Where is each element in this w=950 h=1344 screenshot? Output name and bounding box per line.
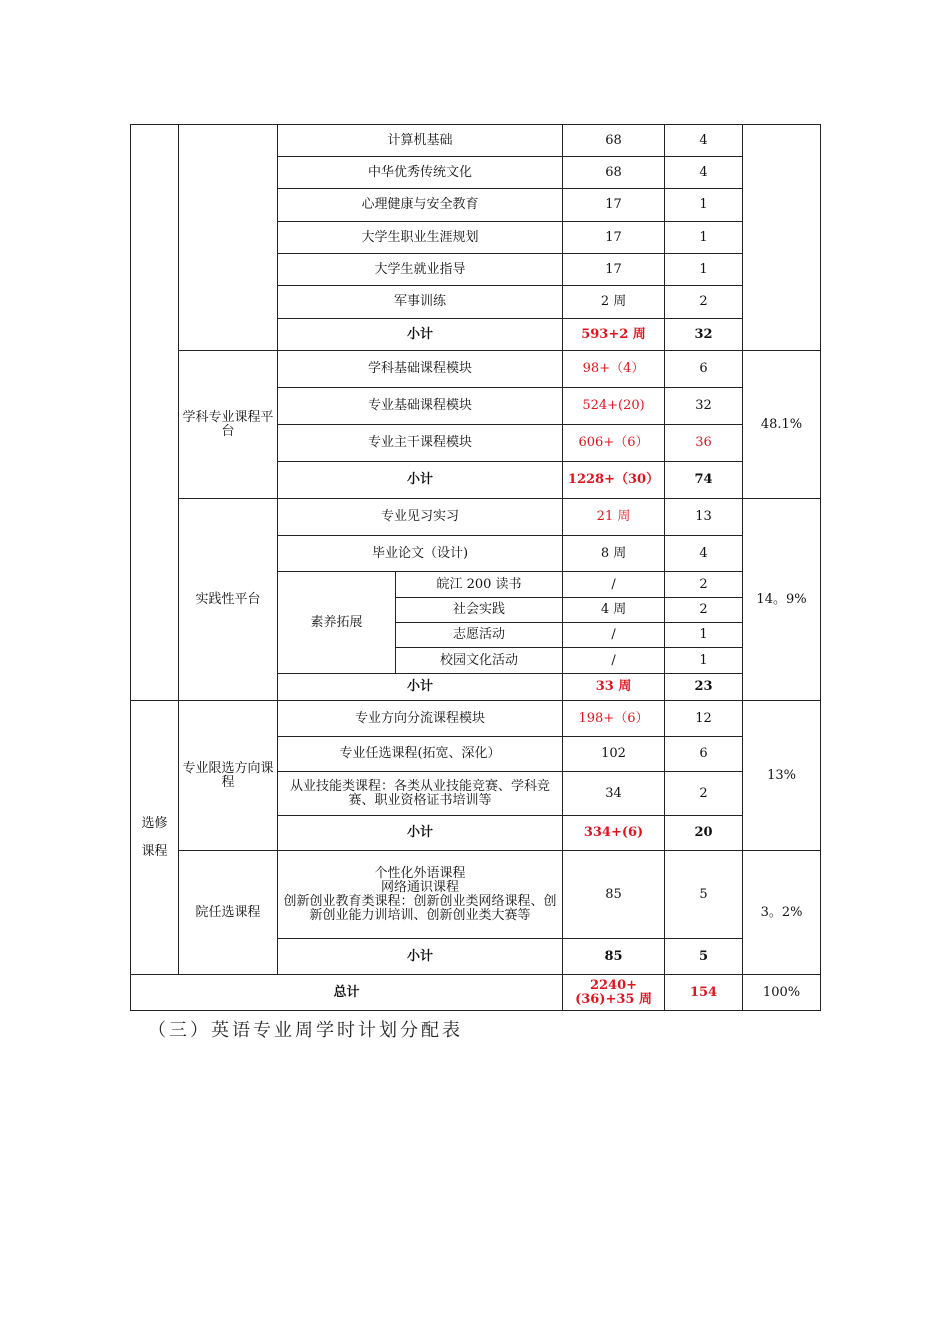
total-row [131, 975, 821, 1011]
table-row [131, 499, 821, 536]
credits-cell: 12 [665, 701, 743, 737]
subtotal-hours: 334+(6) [563, 816, 665, 851]
subtotal-hours: 1228+（30） [563, 462, 665, 499]
hours-cell: 8 周 [563, 536, 665, 572]
hours-cell: 4 周 [563, 598, 665, 623]
credits-cell: 4 [665, 157, 743, 189]
course-name: 校园文化活动 [396, 648, 563, 674]
hours-cell: 34 [563, 772, 665, 816]
course-line: 个性化外语课程 [374, 865, 466, 881]
course-name: 中华优秀传统文化 [278, 157, 563, 189]
category-cell-blank [131, 125, 179, 701]
course-name: 志愿活动 [396, 623, 563, 648]
subtotal-label: 小计 [278, 939, 563, 975]
course-name: 大学生就业指导 [278, 254, 563, 286]
percent-cell: 14。9% [743, 499, 821, 701]
hours-cell: 102 [563, 737, 665, 772]
credits-cell: 2 [665, 598, 743, 623]
course-plan-table [130, 124, 821, 1011]
credits-cell: 1 [665, 623, 743, 648]
hours-cell: 17 [563, 222, 665, 254]
hours-cell: 17 [563, 254, 665, 286]
course-name: 专业基础课程模块 [278, 388, 563, 425]
credits-cell: 36 [665, 425, 743, 462]
platform-cell-blank [179, 125, 278, 351]
subtotal-credits: 74 [665, 462, 743, 499]
credits-cell: 4 [665, 536, 743, 572]
course-name: 专业见习实习 [278, 499, 563, 536]
hours-cell: 524+(20) [563, 388, 665, 425]
percent-cell: 3。2% [743, 851, 821, 975]
course-line: 网络通识课程 [381, 879, 460, 895]
platform-name: 学科专业课程平台 [179, 351, 278, 499]
platform-name: 院任选课程 [179, 851, 278, 975]
subtotal-label: 小计 [278, 462, 563, 499]
category-line: 选修 [141, 815, 168, 831]
credits-cell: 1 [665, 222, 743, 254]
course-name: 毕业论文（设计) [278, 536, 563, 572]
percent-cell: 48.1% [743, 351, 821, 499]
credits-cell: 2 [665, 572, 743, 598]
credits-cell: 5 [665, 851, 743, 939]
hours-cell: 17 [563, 189, 665, 222]
credits-cell: 1 [665, 254, 743, 286]
subtotal-label: 小计 [278, 674, 563, 701]
total-label: 总计 [131, 975, 563, 1011]
credits-cell: 32 [665, 388, 743, 425]
hours-cell: 606+（6） [563, 425, 665, 462]
expand-label: 素养拓展 [278, 572, 396, 674]
subtotal-credits: 23 [665, 674, 743, 701]
course-name: 大学生职业生涯规划 [278, 222, 563, 254]
credits-cell: 1 [665, 189, 743, 222]
hours-cell: / [563, 623, 665, 648]
course-name: 计算机基础 [278, 125, 563, 157]
percent-cell-blank [743, 125, 821, 351]
total-percent: 100% [743, 975, 821, 1011]
subtotal-label: 小计 [278, 816, 563, 851]
course-name: 从业技能类课程：各类从业技能竞赛、学科竞赛、职业资格证书培训等 [278, 772, 563, 816]
credits-cell: 6 [665, 737, 743, 772]
platform-name: 实践性平台 [179, 499, 278, 701]
subtotal-label: 小计 [278, 319, 563, 351]
table-row [131, 351, 821, 388]
category-name [131, 701, 179, 975]
hours-cell: / [563, 648, 665, 674]
total-hours: 2240+(36)+35 周 [563, 975, 665, 1011]
subtotal-hours: 33 周 [563, 674, 665, 701]
category-line: 课程 [141, 843, 168, 859]
credits-cell: 2 [665, 286, 743, 319]
credits-cell: 4 [665, 125, 743, 157]
subtotal-hours: 593+2 周 [563, 319, 665, 351]
section-caption: （三）英语专业周学时计划分配表 [148, 1020, 463, 1041]
course-name: 皖江 200 读书 [396, 572, 563, 598]
course-name [278, 851, 563, 939]
course-name: 学科基础课程模块 [278, 351, 563, 388]
subtotal-hours: 85 [563, 939, 665, 975]
course-name: 心理健康与安全教育 [278, 189, 563, 222]
subtotal-credits: 20 [665, 816, 743, 851]
course-name: 社会实践 [396, 598, 563, 623]
credits-cell: 6 [665, 351, 743, 388]
hours-cell: 85 [563, 851, 665, 939]
platform-name: 专业限选方向课程 [179, 701, 278, 851]
credits-cell: 1 [665, 648, 743, 674]
hours-cell: / [563, 572, 665, 598]
total-credits: 154 [665, 975, 743, 1011]
table-row [131, 851, 821, 939]
table-row [131, 701, 821, 737]
hours-cell: 68 [563, 125, 665, 157]
hours-cell: 198+（6） [563, 701, 665, 737]
credits-cell: 2 [665, 772, 743, 816]
course-name: 专业任选课程(拓宽、深化） [278, 737, 563, 772]
course-name: 专业方向分流课程模块 [278, 701, 563, 737]
subtotal-credits: 5 [665, 939, 743, 975]
percent-cell: 13% [743, 701, 821, 851]
hours-cell: 21 周 [563, 499, 665, 536]
table-row [131, 125, 821, 157]
course-name: 专业主干课程模块 [278, 425, 563, 462]
hours-cell: 98+（4） [563, 351, 665, 388]
credits-cell: 13 [665, 499, 743, 536]
subtotal-credits: 32 [665, 319, 743, 351]
hours-cell: 2 周 [563, 286, 665, 319]
hours-cell: 68 [563, 157, 665, 189]
course-line: 创新创业教育类课程：创新创业类网络课程、创新创业能力训培训、创新创业类大赛等 [283, 893, 557, 923]
course-name: 军事训练 [278, 286, 563, 319]
